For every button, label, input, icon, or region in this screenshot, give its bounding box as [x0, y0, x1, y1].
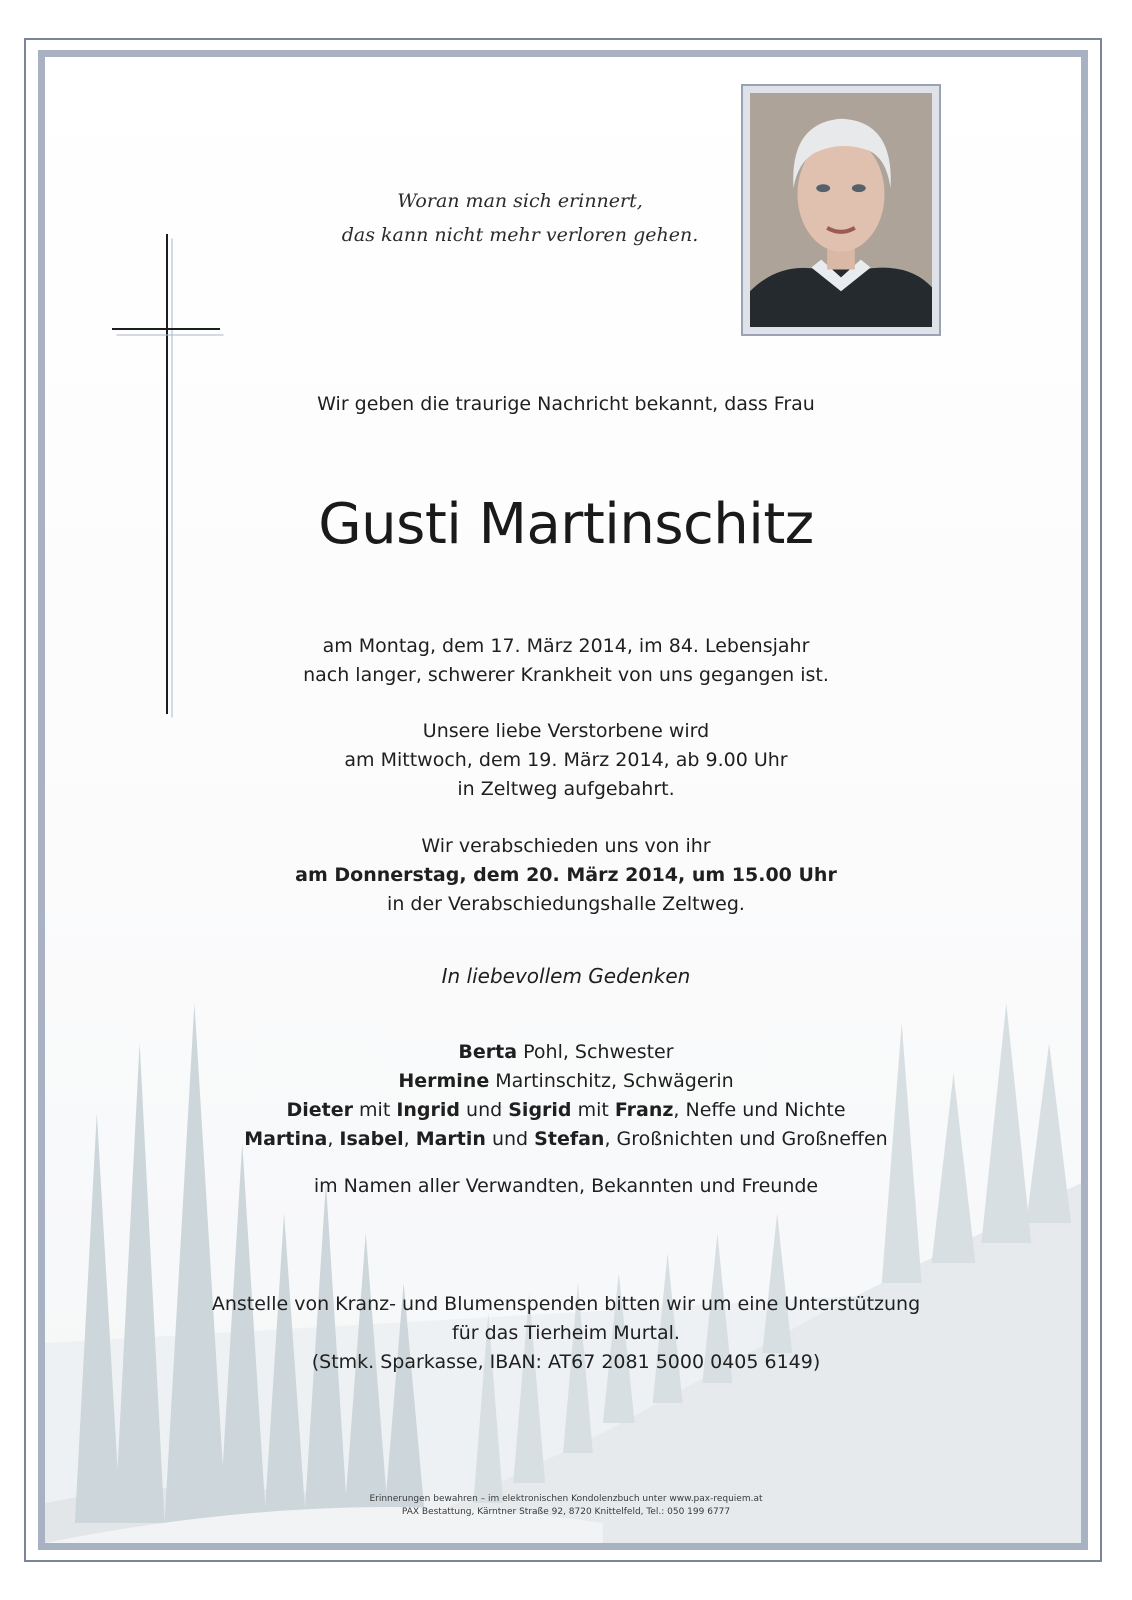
farewell-date-line: am Donnerstag, dem 20. März 2014, um 15.00 Uhr — [295, 864, 837, 886]
passing-line: nach langer, schwerer Krankheit von uns gegangen ist. — [303, 664, 829, 686]
footer-condolence-link[interactable]: Erinnerungen bewahren – im elektronischen Kondolenzbuch unter www.pax-requiem.at — [369, 1494, 763, 1504]
memory-phrase: In liebevollem Gedenken — [441, 964, 691, 988]
family-member-line — [0, 1067, 1132, 1096]
family-connector: , — [327, 1128, 340, 1150]
bank-details: (Stmk. Sparkasse, IBAN: AT67 2081 5000 0405 6149) — [311, 1351, 821, 1373]
cross-horizontal-beam — [112, 328, 220, 330]
family-first-name: Sigrid — [508, 1099, 572, 1121]
family-first-name: Isabel — [339, 1128, 404, 1150]
donation-request — [0, 1290, 1132, 1377]
deceased-name: Gusti Martinschitz — [318, 492, 814, 557]
farewell-line: Wir verabschieden uns von ihr — [421, 835, 711, 857]
family-first-name: Stefan — [534, 1128, 605, 1150]
donation-line: Anstelle von Kranz- und Blumenspenden bitten wir um eine Unterstützung — [211, 1293, 921, 1315]
family-member-line — [0, 1125, 1132, 1154]
family-first-name: Martin — [415, 1128, 486, 1150]
passing-line: am Montag, dem 17. März 2014, im 84. Lebensjahr — [322, 635, 810, 657]
memorial-quote — [320, 184, 720, 252]
family-connector: mit — [353, 1099, 397, 1121]
family-first-name: Ingrid — [396, 1099, 461, 1121]
footer-address: PAX Bestattung, Kärntner Straße 92, 8720 Knittelfeld, Tel.: 050 199 6777 — [401, 1507, 731, 1517]
viewing-details — [0, 717, 1132, 804]
family-connector: , — [403, 1128, 416, 1150]
footer — [0, 1493, 1132, 1519]
family-first-name: Franz — [614, 1099, 674, 1121]
viewing-line: am Mittwoch, dem 19. März 2014, ab 9.00 Uhr — [344, 749, 788, 771]
family-connector: und — [485, 1128, 535, 1150]
viewing-line: in Zeltweg aufgebahrt. — [457, 778, 675, 800]
family-connector: mit — [571, 1099, 615, 1121]
family-relation: Martinschitz, Schwägerin — [489, 1070, 734, 1092]
family-relation: Pohl, Schwester — [517, 1041, 674, 1063]
quote-line: Woran man sich erinnert, — [397, 190, 643, 212]
passing-details — [0, 632, 1132, 690]
family-first-name: Martina — [244, 1128, 328, 1150]
portrait-frame — [741, 84, 941, 336]
family-first-name: Hermine — [398, 1070, 490, 1092]
portrait-photo — [750, 93, 932, 327]
farewell-line: in der Verabschiedungshalle Zeltweg. — [387, 893, 745, 915]
family-first-name: Dieter — [286, 1099, 353, 1121]
farewell-details — [0, 832, 1132, 919]
family-relation: , Großnichten und Großneffen — [604, 1128, 888, 1150]
family-member-line — [0, 1038, 1132, 1067]
relatives-line: im Namen aller Verwandten, Bekannten und Freunde — [313, 1175, 819, 1197]
family-first-name: Berta — [458, 1041, 518, 1063]
viewing-line: Unsere liebe Verstorbene wird — [422, 720, 710, 742]
family-member-line — [0, 1096, 1132, 1125]
family-relation: , Neffe und Nichte — [673, 1099, 846, 1121]
announcement-intro: Wir geben die traurige Nachricht bekannt, dass Frau — [317, 393, 815, 415]
family-connector: und — [460, 1099, 509, 1121]
donation-line: für das Tierheim Murtal. — [452, 1322, 680, 1344]
quote-line: das kann nicht mehr verloren gehen. — [341, 224, 699, 246]
family-list — [0, 1038, 1132, 1154]
